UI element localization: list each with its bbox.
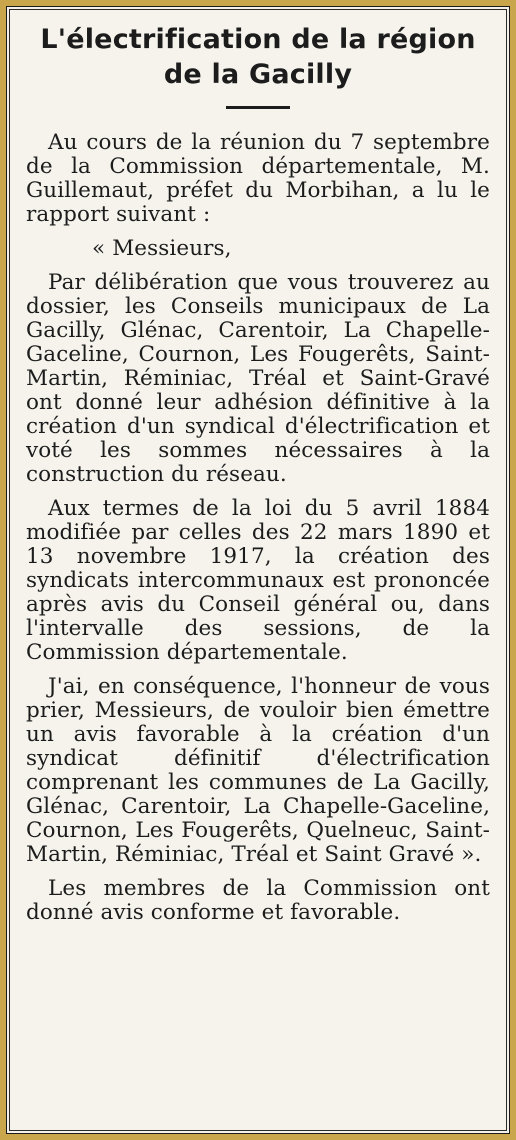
- article-body: [26, 131, 490, 925]
- frame-border: [6, 6, 510, 1134]
- newspaper-clipping: [9, 9, 507, 1131]
- paragraph-conclusion: Les membres de la Commission ont donné avis conforme et favorable.: [26, 876, 490, 925]
- article-headline: [26, 22, 490, 92]
- headline-line-1: L'électrification de la région: [40, 24, 476, 55]
- paragraph-salutation: « Messieurs,: [92, 236, 232, 261]
- headline-rule: [226, 106, 290, 109]
- paragraph-law: Aux termes de la loi du 5 avril 1884 modifiée par celles des 22 mars 1890 et 13 novembre 1917, la création des syndicats intercommunaux est prononcée après avis du Conseil général ou, dans l'intervalle des sessions, de la Commission départementale.: [26, 496, 490, 665]
- paragraph-intro: Au cours de la réunion du 7 septembre de la Commission départementale, M. Guillemaut, préfet du Morbihan, a lu le rapport suivant :: [26, 130, 490, 227]
- paragraph-request: J'ai, en conséquence, l'honneur de vous prier, Messieurs, de vouloir bien émettre un avis favorable à la création d'un syndicat définitif d'électrification comprenant les communes de La Gacilly, Glénac, Carentoir, La Chapelle-Gaceline, Cournon, Les Fougerêts, Quelneuc, Saint-Martin, Réminiac, Tréal et Saint Gravé ».: [26, 674, 490, 867]
- paragraph-deliberation: Par délibération que vous trouverez au dossier, les Conseils municipaux de La Gacilly, Glénac, Carentoir, La Chapelle-Gaceline, Cournon, Les Fougerêts, Saint-Martin, Réminiac, Tréal et Saint-Gravé ont donné leur adhésion définitive à la création d'un syndical d'électrification et voté les sommes nécessaires à la construction du réseau.: [26, 270, 490, 487]
- headline-line-2: de la Gacilly: [163, 59, 353, 90]
